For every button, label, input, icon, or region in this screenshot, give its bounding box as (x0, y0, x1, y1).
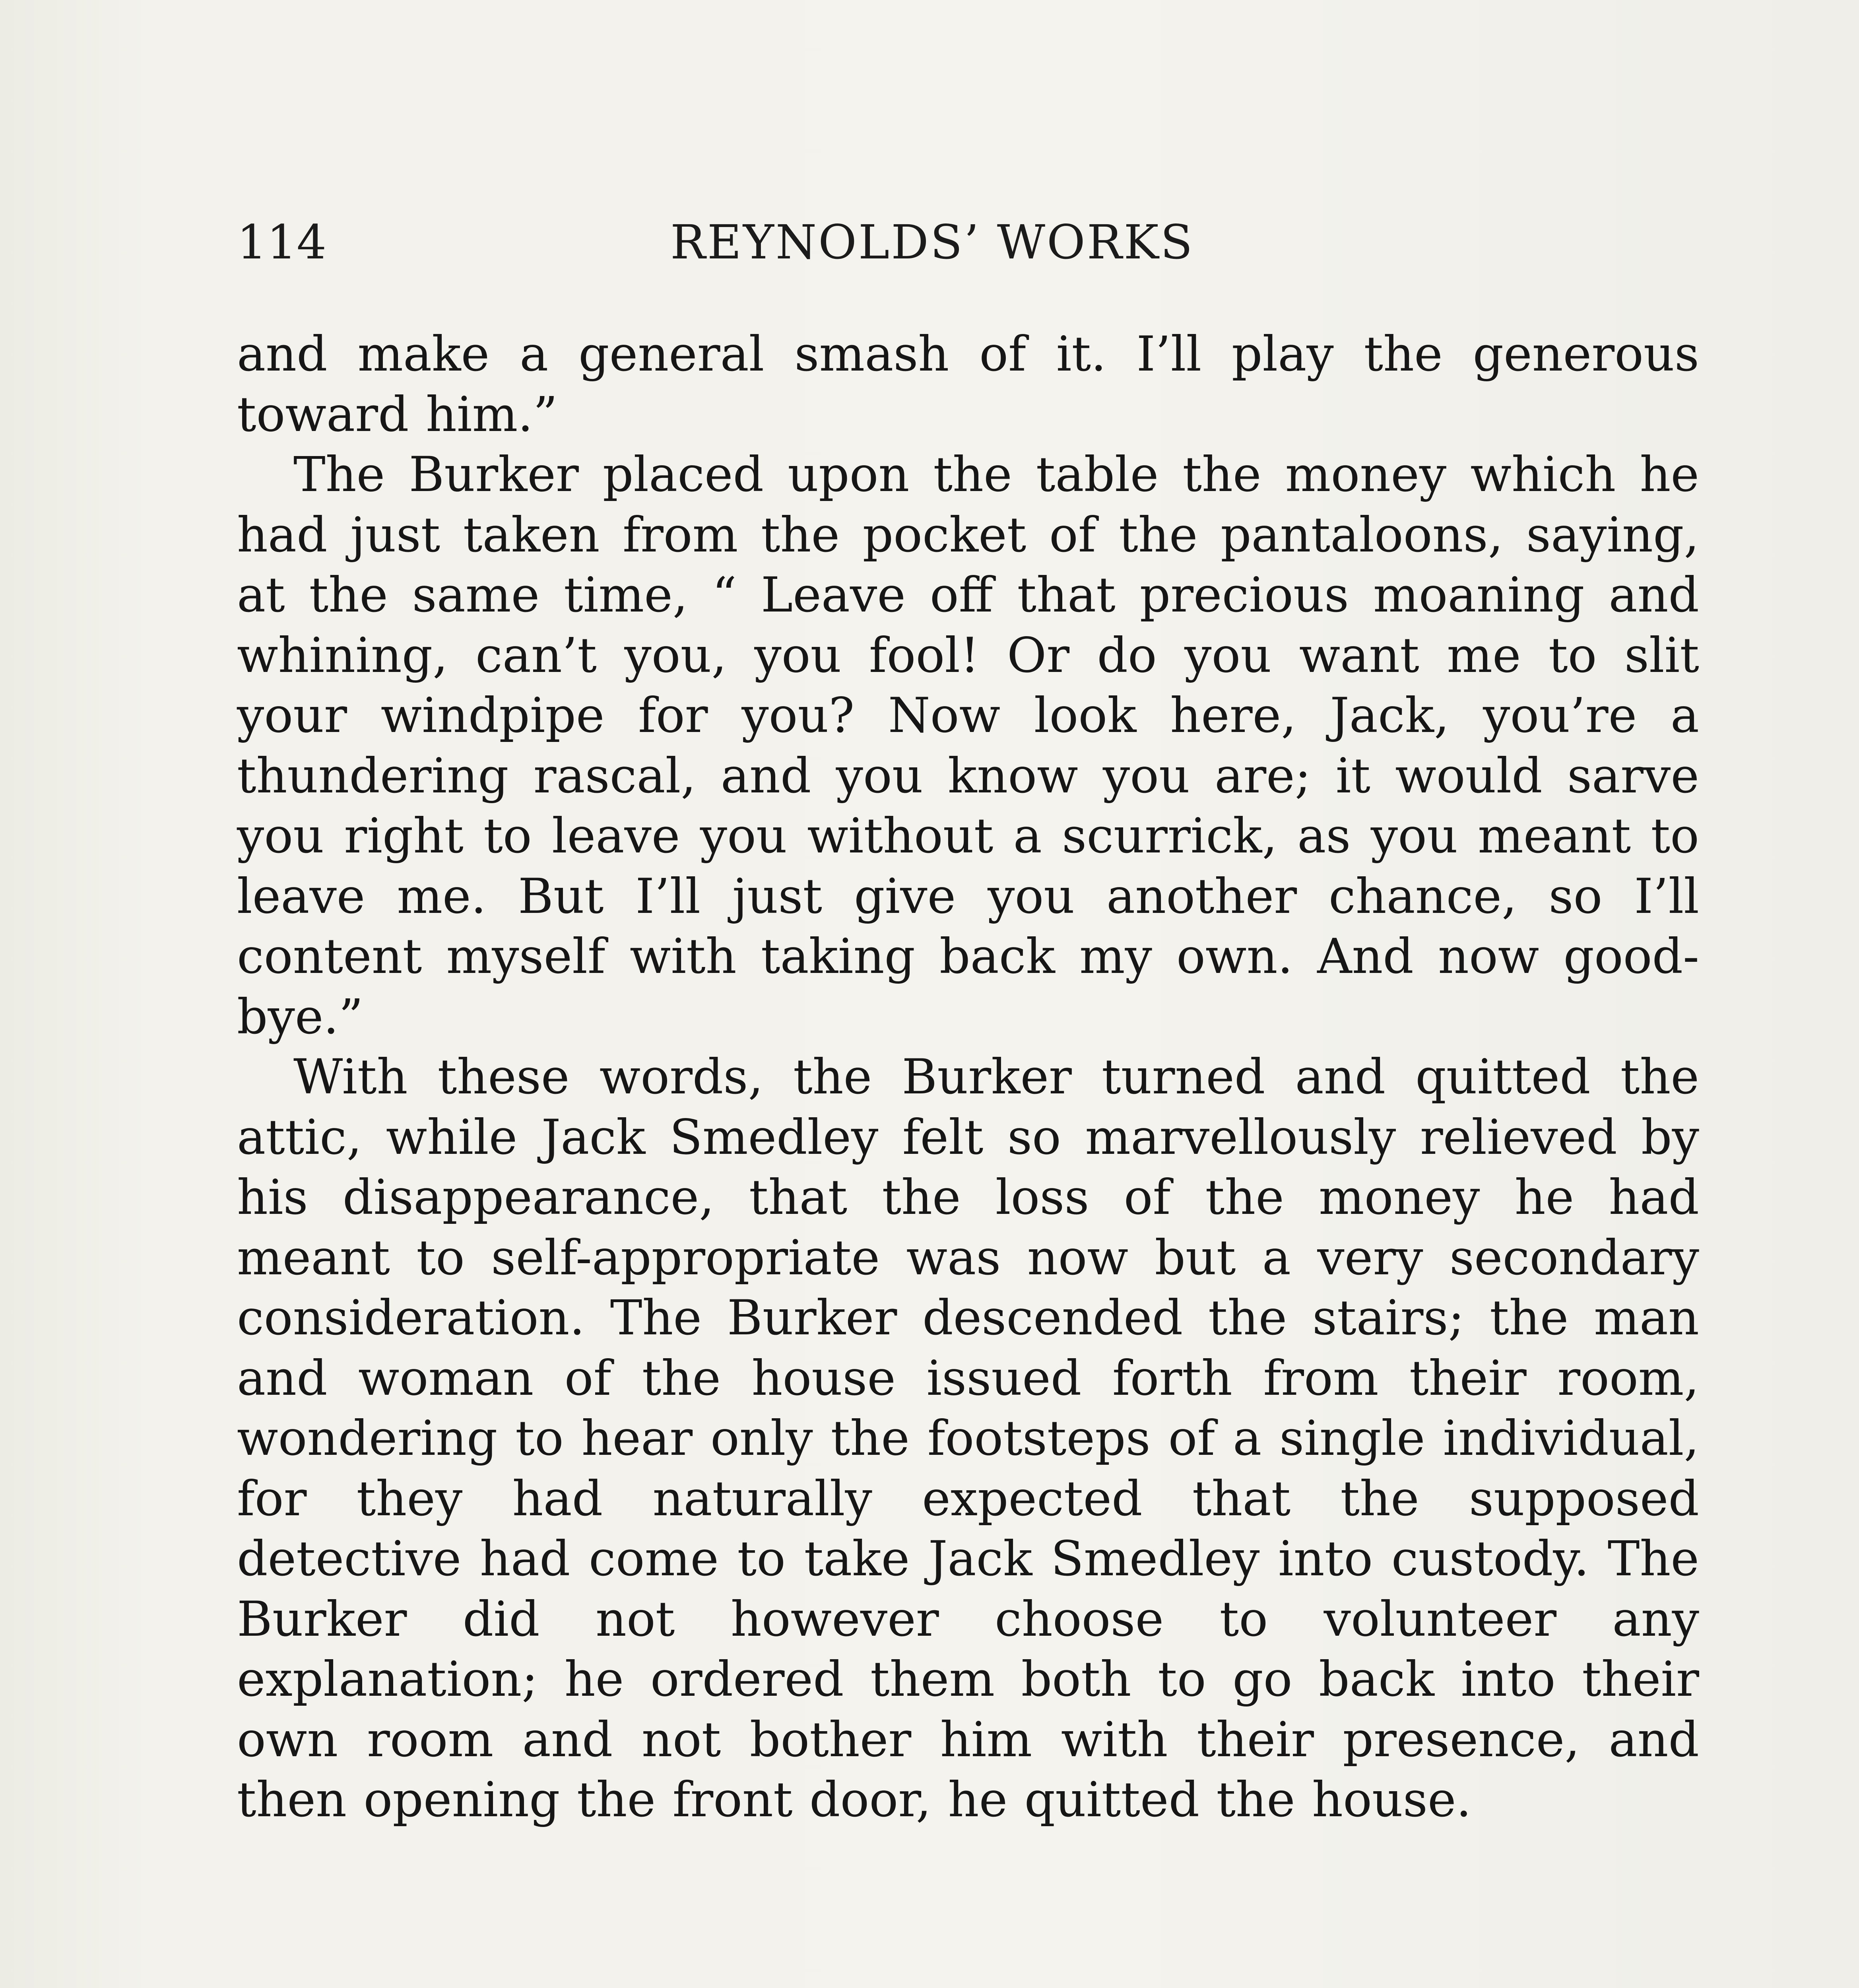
paragraph: With these words, the Burker turned and quitted the attic, while Jack Smedley felt so marvellously relieved by his disappearance, that the loss of the money he had meant to self-appropriate was now but a very secondary consideration. The Burker descended the stairs; the man and woman of the house issued forth from their room, wondering to hear only the footsteps of a single individual, for they had naturally expected that the supposed detective had come to take Jack Smedley into custody. The Burker did not however choose to volunteer any explanation; he ordered them both to go back into their own room and not bother him with their presence, and then opening the front door, he quitted the house. (237, 1049, 1699, 1828)
body-text (237, 324, 1699, 1830)
running-head: REYNOLDS’ WORKS (670, 215, 1194, 270)
bleed-through-texture (235, 1837, 1698, 1988)
paragraph: and make a general smash of it. I’ll play the generous toward him.” (237, 326, 1699, 443)
paragraph: The Burker placed upon the table the money which he had just taken from the pocket of the pantaloons, saying, at the same time, “ Leave off that precious moaning and whining, can’t you, you fool! Or do you want me to slit your windpipe for you? Now look here, Jack, you’re a thundering rascal, and you know you are; it would sarve you right to leave you without a scurrick, as you meant to leave me. But I’ll just give you another chance, so I’ll content myself with taking back my own. And now good-bye.” (237, 447, 1699, 1045)
page-header (237, 215, 1699, 282)
page-number: 114 (237, 215, 327, 270)
